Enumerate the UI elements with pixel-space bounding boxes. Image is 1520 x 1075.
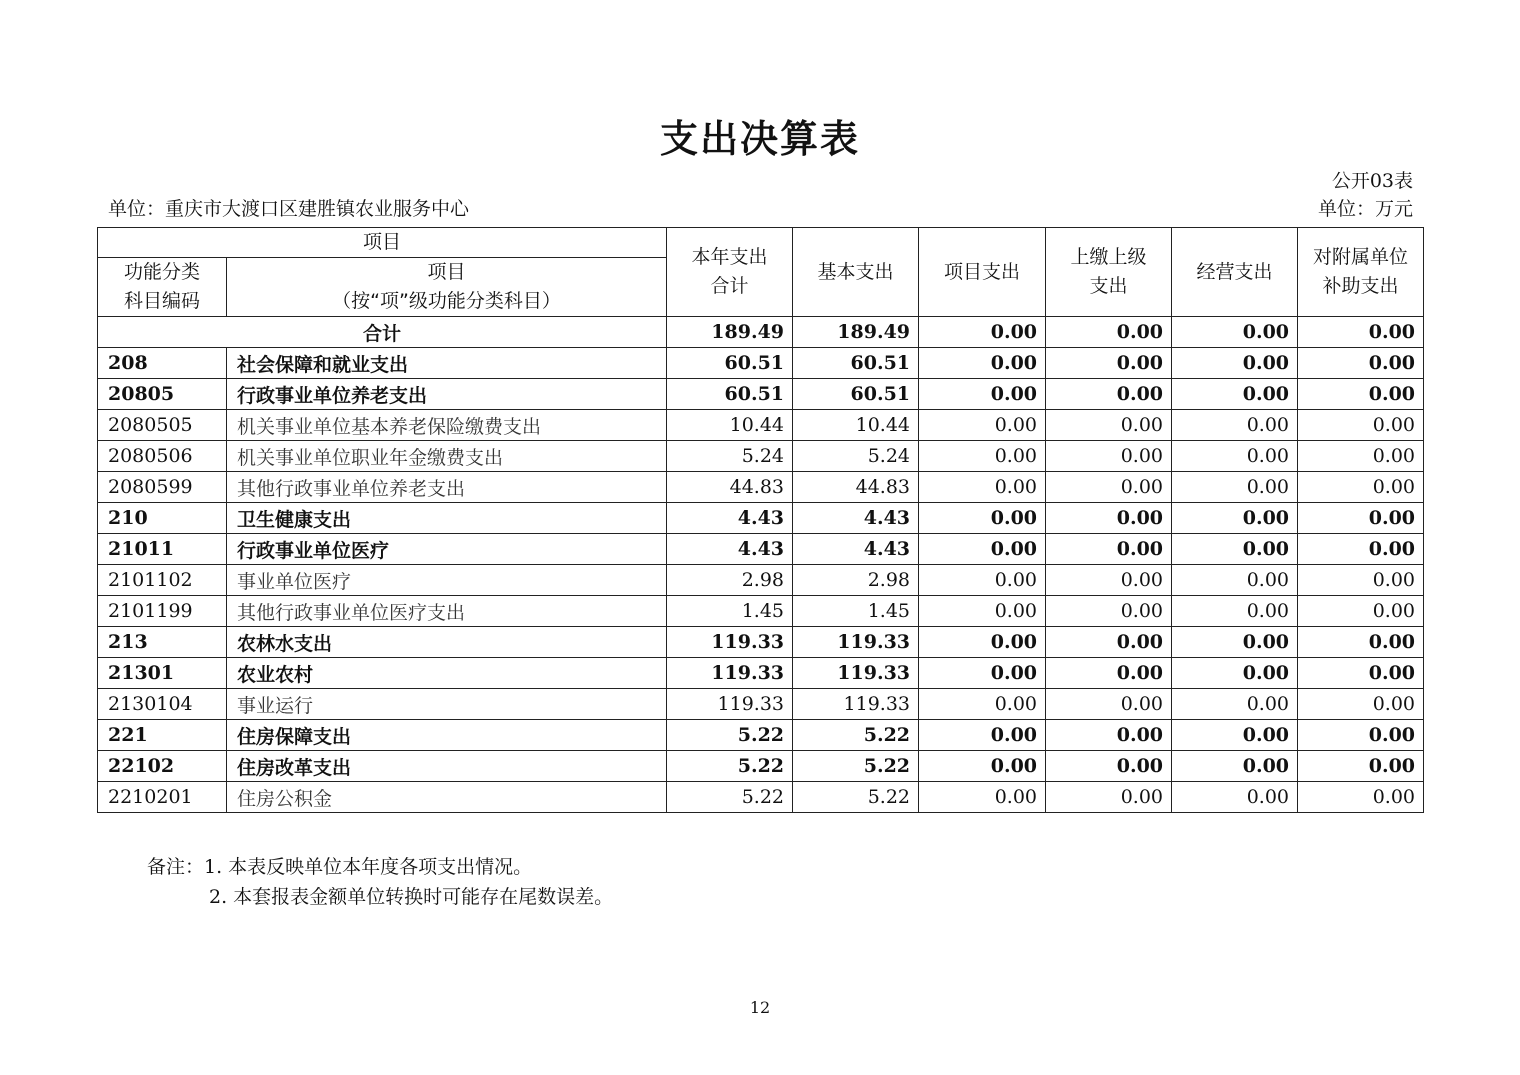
table-row (98, 379, 1424, 410)
amount-cell: 10.44 (793, 410, 919, 441)
amount-cell: 0.00 (919, 441, 1046, 472)
item-name-cell: 住房保障支出 (227, 720, 667, 751)
amount-cell: 119.33 (793, 689, 919, 720)
total-value: 0.00 (1298, 317, 1424, 348)
amount-cell: 0.00 (1046, 596, 1172, 627)
amount-cell: 119.33 (667, 658, 793, 689)
func-code-cell: 22102 (98, 751, 227, 782)
amount-cell: 119.33 (667, 627, 793, 658)
total-value: 0.00 (1046, 317, 1172, 348)
total-value: 0.00 (1172, 317, 1298, 348)
amount-cell: 0.00 (1172, 441, 1298, 472)
expenditure-table (97, 227, 1424, 813)
header-item: 项目 (98, 228, 667, 258)
amount-cell: 0.00 (1298, 565, 1424, 596)
amount-cell: 0.00 (1046, 503, 1172, 534)
amount-cell: 1.45 (793, 596, 919, 627)
amount-cell: 60.51 (667, 348, 793, 379)
amount-cell: 119.33 (793, 658, 919, 689)
func-code-cell: 2101199 (98, 596, 227, 627)
amount-cell: 119.33 (793, 627, 919, 658)
amount-cell: 44.83 (667, 472, 793, 503)
table-row (98, 596, 1424, 627)
notes (147, 852, 613, 912)
organization-unit: 单位：重庆市大渡口区建胜镇农业服务中心 (108, 198, 470, 220)
amount-cell: 0.00 (919, 627, 1046, 658)
total-value: 189.49 (667, 317, 793, 348)
amount-cell: 0.00 (1046, 782, 1172, 813)
amount-cell: 0.00 (919, 472, 1046, 503)
item-name-cell: 农林水支出 (227, 627, 667, 658)
table-row (98, 472, 1424, 503)
note-line-1: 备注：1. 本表反映单位本年度各项支出情况。 (147, 856, 533, 878)
func-code-cell: 2130104 (98, 689, 227, 720)
header-project: 项目支出 (919, 228, 1046, 317)
amount-cell: 5.22 (793, 751, 919, 782)
amount-cell: 5.22 (793, 782, 919, 813)
amount-cell: 0.00 (1046, 565, 1172, 596)
amount-cell: 0.00 (1298, 503, 1424, 534)
item-name-cell: 机关事业单位职业年金缴费支出 (227, 441, 667, 472)
func-code-cell: 208 (98, 348, 227, 379)
amount-cell: 0.00 (1172, 565, 1298, 596)
total-value: 189.49 (793, 317, 919, 348)
func-code-cell: 2210201 (98, 782, 227, 813)
amount-cell: 4.43 (667, 503, 793, 534)
amount-cell: 0.00 (1046, 348, 1172, 379)
table-row (98, 441, 1424, 472)
amount-cell: 0.00 (1298, 689, 1424, 720)
item-name-cell: 住房公积金 (227, 782, 667, 813)
amount-cell: 0.00 (919, 720, 1046, 751)
header-subsidy: 对附属单位 补助支出 (1298, 228, 1424, 317)
func-code-cell: 210 (98, 503, 227, 534)
total-value: 0.00 (919, 317, 1046, 348)
page-title: 支出决算表 (659, 117, 860, 161)
amount-cell: 0.00 (919, 782, 1046, 813)
amount-cell: 0.00 (1046, 627, 1172, 658)
func-code-cell: 21301 (98, 658, 227, 689)
item-name-cell: 住房改革支出 (227, 751, 667, 782)
item-name-cell: 其他行政事业单位养老支出 (227, 472, 667, 503)
amount-cell: 0.00 (1046, 751, 1172, 782)
item-name-cell: 行政事业单位医疗 (227, 534, 667, 565)
func-code-cell: 20805 (98, 379, 227, 410)
item-name-cell: 卫生健康支出 (227, 503, 667, 534)
table-row (98, 782, 1424, 813)
item-name-cell: 机关事业单位基本养老保险缴费支出 (227, 410, 667, 441)
func-code-cell: 2101102 (98, 565, 227, 596)
table-row (98, 751, 1424, 782)
table-row (98, 410, 1424, 441)
func-code-cell: 213 (98, 627, 227, 658)
amount-cell: 60.51 (793, 379, 919, 410)
amount-cell: 5.22 (667, 751, 793, 782)
amount-cell: 5.24 (793, 441, 919, 472)
amount-cell: 0.00 (919, 596, 1046, 627)
amount-cell: 0.00 (1298, 720, 1424, 751)
amount-cell: 5.22 (667, 720, 793, 751)
amount-cell: 0.00 (1172, 410, 1298, 441)
amount-cell: 0.00 (1298, 441, 1424, 472)
amount-cell: 4.43 (793, 503, 919, 534)
func-code-cell: 2080506 (98, 441, 227, 472)
amount-cell: 0.00 (1046, 534, 1172, 565)
amount-cell: 0.00 (919, 534, 1046, 565)
func-code-cell: 2080599 (98, 472, 227, 503)
item-name-cell: 行政事业单位养老支出 (227, 379, 667, 410)
table-row (98, 658, 1424, 689)
amount-cell: 0.00 (1298, 348, 1424, 379)
amount-cell: 0.00 (1298, 472, 1424, 503)
amount-cell: 5.24 (667, 441, 793, 472)
amount-cell: 0.00 (1172, 503, 1298, 534)
amount-cell: 0.00 (919, 503, 1046, 534)
amount-cell: 0.00 (1172, 379, 1298, 410)
total-label: 合计 (98, 317, 667, 348)
amount-cell: 0.00 (919, 658, 1046, 689)
amount-cell: 44.83 (793, 472, 919, 503)
header-business: 经营支出 (1172, 228, 1298, 317)
amount-cell: 0.00 (1298, 658, 1424, 689)
amount-cell: 119.33 (667, 689, 793, 720)
amount-cell: 0.00 (919, 751, 1046, 782)
amount-cell: 0.00 (1172, 627, 1298, 658)
amount-cell: 0.00 (1172, 689, 1298, 720)
amount-cell: 0.00 (1172, 348, 1298, 379)
amount-cell: 0.00 (1172, 534, 1298, 565)
amount-cell: 2.98 (793, 565, 919, 596)
table-row (98, 627, 1424, 658)
amount-cell: 0.00 (919, 689, 1046, 720)
amount-cell: 60.51 (793, 348, 919, 379)
table-row (98, 534, 1424, 565)
money-unit: 单位：万元 (1317, 198, 1413, 220)
table-row (98, 348, 1424, 379)
amount-cell: 5.22 (793, 720, 919, 751)
item-name-cell: 事业运行 (227, 689, 667, 720)
table-row (98, 689, 1424, 720)
header-item-detail: 项目 （按“项”级功能分类科目） (227, 258, 667, 317)
amount-cell: 0.00 (1298, 410, 1424, 441)
total-row (98, 317, 1424, 348)
page-number: 12 (749, 998, 771, 1017)
amount-cell: 0.00 (1046, 379, 1172, 410)
amount-cell: 4.43 (667, 534, 793, 565)
header-func-code: 功能分类 科目编码 (98, 258, 227, 317)
amount-cell: 0.00 (1298, 627, 1424, 658)
amount-cell: 0.00 (1046, 410, 1172, 441)
amount-cell: 60.51 (667, 379, 793, 410)
amount-cell: 1.45 (667, 596, 793, 627)
amount-cell: 10.44 (667, 410, 793, 441)
amount-cell: 0.00 (1046, 441, 1172, 472)
amount-cell: 0.00 (1298, 782, 1424, 813)
amount-cell: 0.00 (1172, 472, 1298, 503)
table-row (98, 503, 1424, 534)
amount-cell: 0.00 (1298, 596, 1424, 627)
amount-cell: 0.00 (1172, 658, 1298, 689)
func-code-cell: 21011 (98, 534, 227, 565)
amount-cell: 0.00 (1172, 720, 1298, 751)
amount-cell: 0.00 (1298, 379, 1424, 410)
amount-cell: 0.00 (1172, 596, 1298, 627)
note-line-2: 2. 本套报表金额单位转换时可能存在尾数误差。 (209, 886, 614, 908)
amount-cell: 0.00 (919, 379, 1046, 410)
amount-cell: 0.00 (1046, 689, 1172, 720)
table-row (98, 565, 1424, 596)
amount-cell: 0.00 (1046, 720, 1172, 751)
amount-cell: 0.00 (1172, 751, 1298, 782)
amount-cell: 0.00 (1298, 534, 1424, 565)
amount-cell: 0.00 (1046, 472, 1172, 503)
amount-cell: 2.98 (667, 565, 793, 596)
header-basic: 基本支出 (793, 228, 919, 317)
header-total: 本年支出 合计 (667, 228, 793, 317)
amount-cell: 0.00 (1298, 751, 1424, 782)
header-upper: 上缴上级 支出 (1046, 228, 1172, 317)
amount-cell: 0.00 (1046, 658, 1172, 689)
table-row (98, 720, 1424, 751)
item-name-cell: 其他行政事业单位医疗支出 (227, 596, 667, 627)
item-name-cell: 事业单位医疗 (227, 565, 667, 596)
amount-cell: 5.22 (667, 782, 793, 813)
table-number: 公开03表 (1331, 170, 1413, 192)
amount-cell: 0.00 (1172, 782, 1298, 813)
amount-cell: 0.00 (919, 410, 1046, 441)
amount-cell: 0.00 (919, 348, 1046, 379)
amount-cell: 0.00 (919, 565, 1046, 596)
func-code-cell: 2080505 (98, 410, 227, 441)
amount-cell: 4.43 (793, 534, 919, 565)
func-code-cell: 221 (98, 720, 227, 751)
item-name-cell: 农业农村 (227, 658, 667, 689)
item-name-cell: 社会保障和就业支出 (227, 348, 667, 379)
